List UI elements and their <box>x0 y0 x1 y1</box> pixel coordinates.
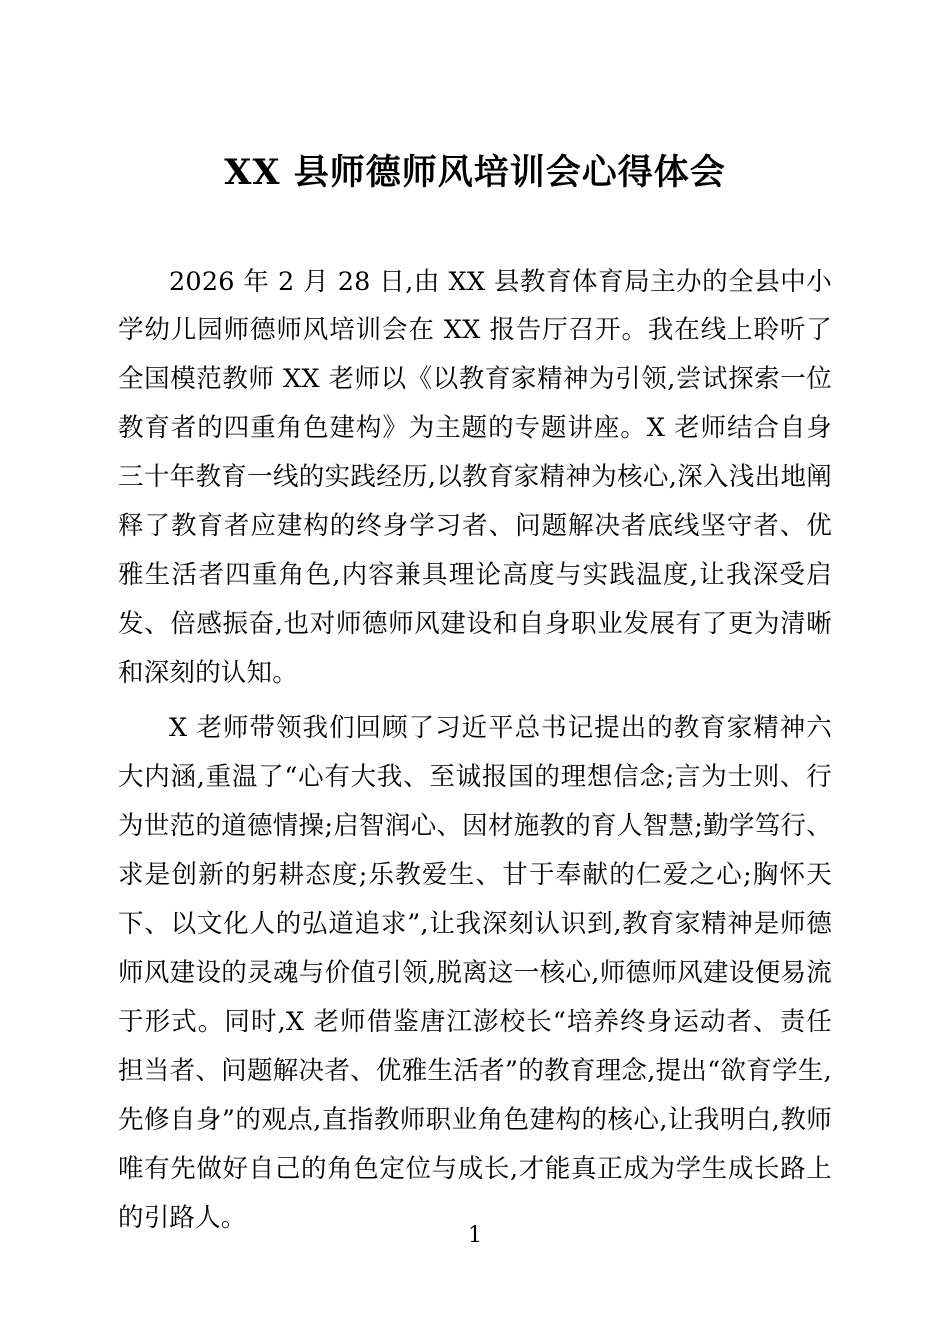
page-number: 1 <box>468 1223 482 1248</box>
body-paragraph-1: 2026 年 2 月 28 日,由 XX 县教育体育局主办的全县中小学幼儿园师德师风培训会在 XX 报告厅召开。我在线上聆听了全国模范教师 XX 老师以《以教育家精神为引领,尝试探索一位教育者的四重角色建构》为主题的专题讲座。X 老师结合自身三十年教育一线的实践经历,以教育家精神为核心,深入浅出地阐释了教育者应建构的终身学习者、问题解决者底线坚守者、优雅生活者四重角色,内容兼具理论高度与实践温度,让我深受启发、倍感振奋,也对师德师风建设和自身职业发展有了更为清晰和深刻的认知。 <box>118 266 832 689</box>
page-title: XX 县师德师风培训会心得体会 <box>224 152 726 193</box>
body-paragraph-2: X 老师带领我们回顾了习近平总书记提出的教育家精神六大内涵,重温了“心有大我、至诚报国的理想信念;言为士则、行为世范的道德情操;启智润心、因材施教的育人智慧;勤学笃行、求是创新的躬耕态度;乐教爱生、甘于奉献的仁爱之心;胸怀天下、以文化人的弘道追求”,让我深刻认识到,教育家精神是师德师风建设的灵魂与价值引领,脱离这一核心,师德师风建设便易流于形式。同时,X 老师借鉴唐江澎校长“培养终身运动者、责任担当者、问题解决者、优雅生活者”的教育理念,提出“欲育学生,先修自身”的观点,直指教师职业角色建构的核心,让我明白,教师唯有先做好自己的角色定位与成长,才能真正成为学生成长路上的引路人。 <box>118 713 832 1233</box>
